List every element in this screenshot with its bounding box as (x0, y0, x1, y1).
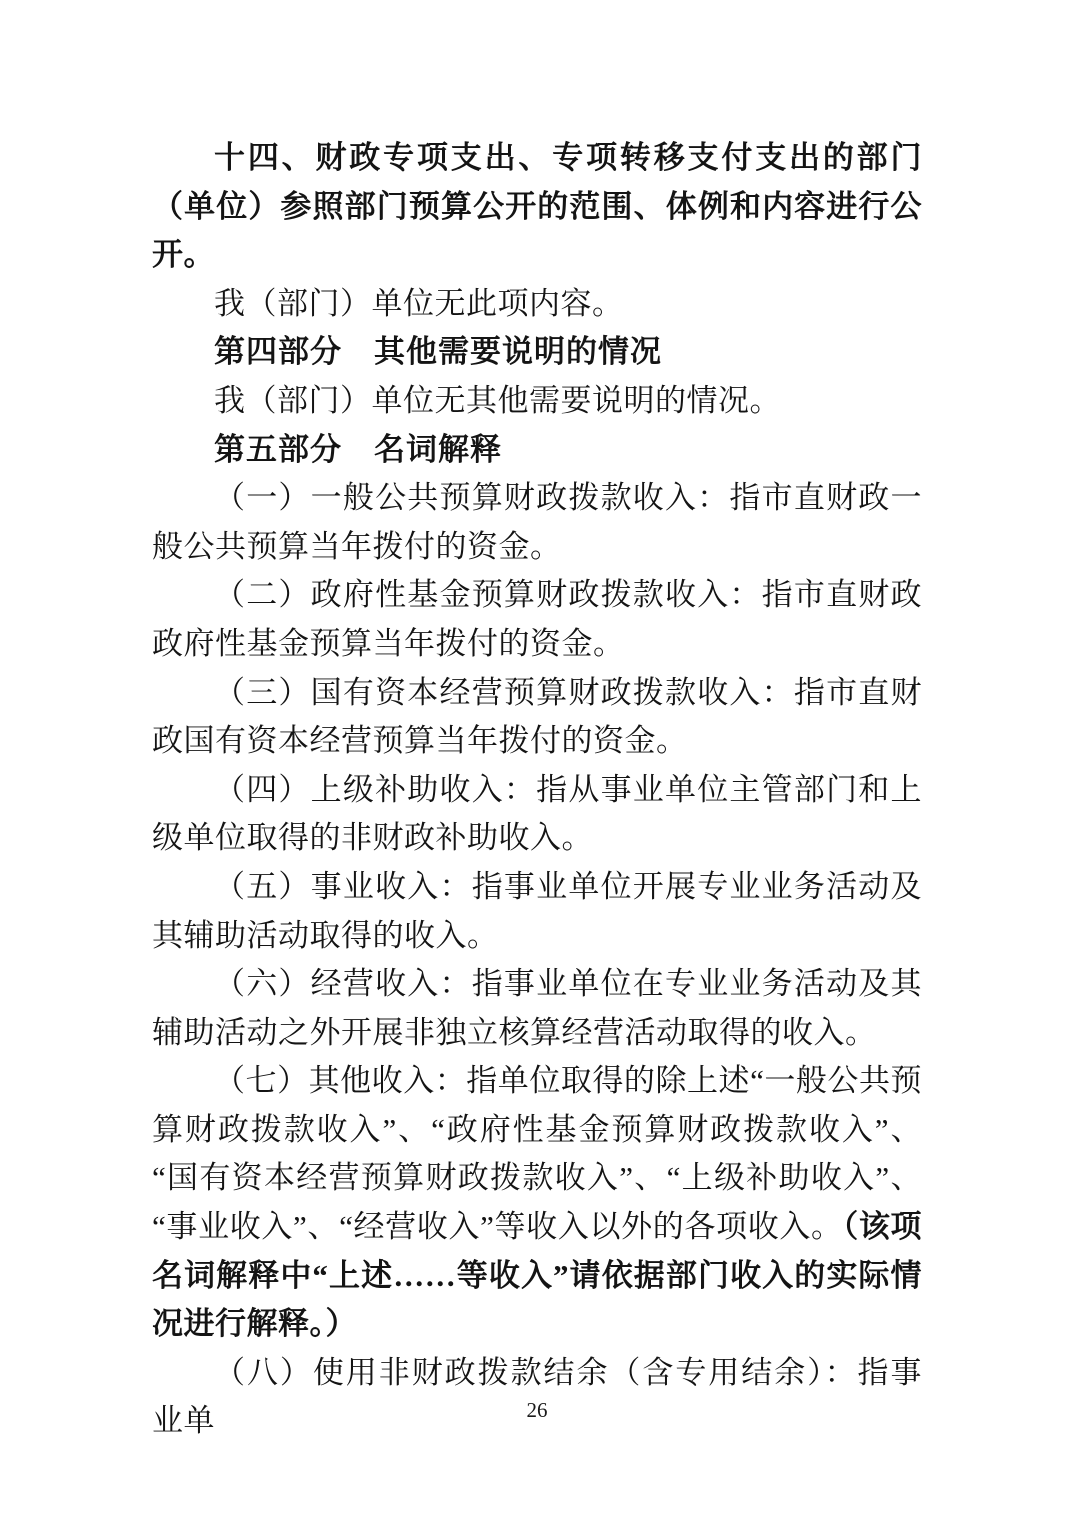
paragraph-term-3-state-capital-income: （三）国有资本经营预算财政拨款收入：指市直财政国有资本经营预算当年拨付的资金。 (152, 674, 922, 759)
document-text-block (152, 134, 922, 1446)
paragraph-term-5-operational-income: （五）事业收入：指事业单位开展专业业务活动及其辅助活动取得的收入。 (152, 868, 922, 953)
paragraph-term-1-general-budget-income: （一）一般公共预算财政拨款收入：指市直财政一般公共预算当年拨付的资金。 (152, 480, 922, 564)
paragraph-term-7-bold-note: （该项名词解释中“上述……等收入”请依据部门收入的实际情况进行解释。） (152, 1209, 922, 1342)
paragraph-term-7-text: （七）其他收入：指单位取得的除上述“一般公共预算财政拨款收入”、“政府性基金预算财政拨款收入”、“国有资本经营预算财政拨款收入”、“上级补助收入”、“事业收入”、“经营收入”等收入以外的各项收入。 (152, 1063, 922, 1245)
paragraph-term-8-non-fiscal-surplus: （八）使用非财政拨款结余（含专用结余）：指事业单 (152, 1354, 922, 1439)
paragraph-no-other-notes: 我（部门）单位无其他需要说明的情况。 (214, 382, 781, 418)
heading-part-5: 第五部分 名词解释 (214, 431, 502, 467)
paragraph-term-6-business-income: （六）经营收入：指事业单位在专业业务活动及其辅助活动之外开展非独立核算经营活动取得的收入。 (152, 966, 922, 1050)
heading-part-4: 第四部分 其他需要说明的情况 (214, 334, 662, 370)
paragraph-no-content-note: 我（部门）单位无此项内容。 (214, 285, 624, 321)
paragraph-term-2-government-fund-income: （二）政府性基金预算财政拨款收入：指市直财政政府性基金预算当年拨付的资金。 (152, 577, 922, 661)
paragraph-term-4-superior-subsidy-income: （四）上级补助收入：指从事业单位主管部门和上级单位取得的非财政补助收入。 (152, 771, 922, 856)
paragraph-term-7-other-income (152, 1057, 922, 1349)
paragraph-section-14-statement: 十四、财政专项支出、专项转移支付支出的部门（单位）参照部门预算公开的范围、体例和内容进行公开。 (152, 140, 922, 273)
page-number: 26 (526, 1398, 548, 1422)
